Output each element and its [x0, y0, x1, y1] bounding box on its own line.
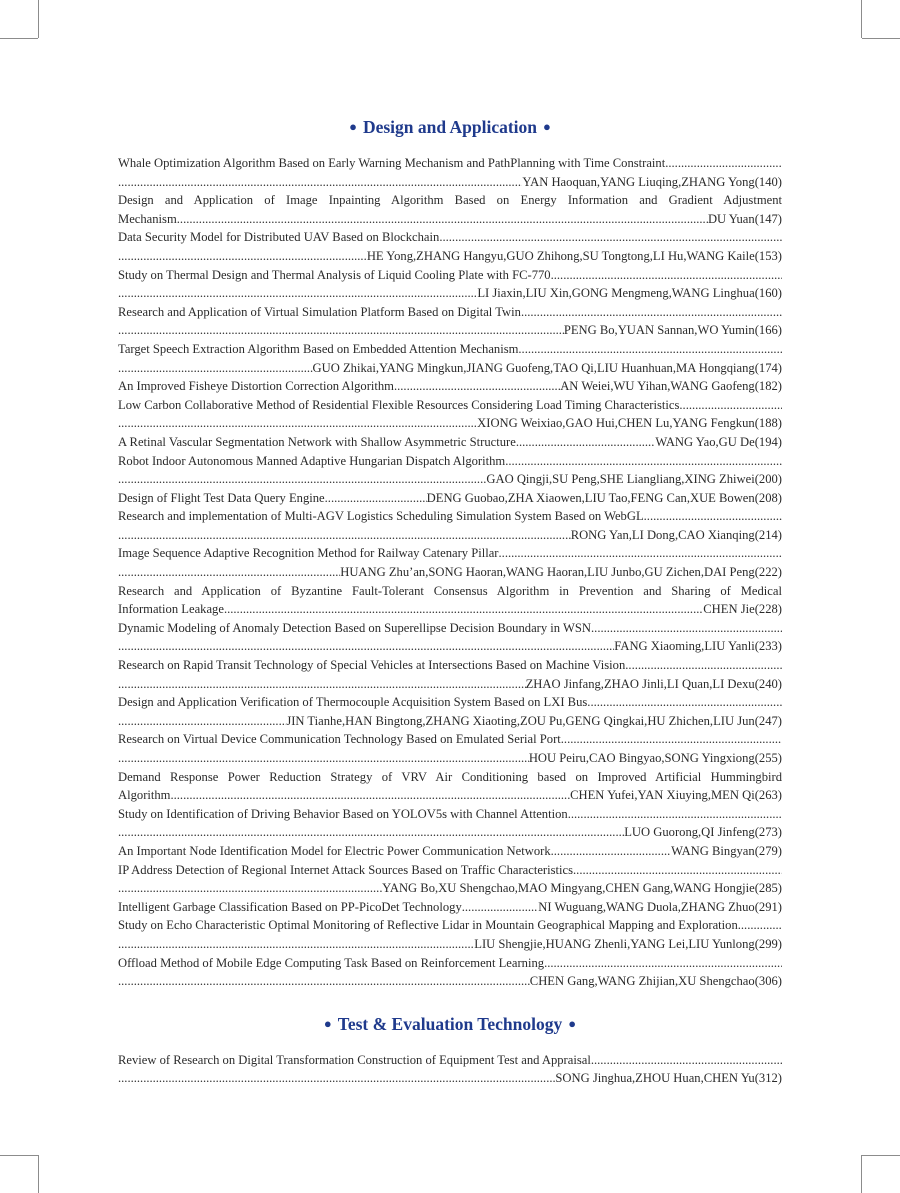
entry-title: Design and Application Verification of Thermocouple Acquisition System Based on LXI Bus — [118, 695, 588, 710]
entry-page: 188 — [758, 416, 778, 431]
leader-dots — [118, 749, 529, 768]
entry-line — [118, 675, 782, 694]
entry-line — [118, 247, 782, 266]
entry-title: Research and implementation of Multi-AGV Logistics Scheduling Simulation System Based on WebGL — [118, 509, 644, 524]
entry-line — [118, 935, 782, 954]
entry-line — [118, 879, 782, 898]
entry-page-close: ) — [777, 416, 782, 431]
entry-page-open: ( — [754, 936, 759, 951]
leader-dots — [118, 173, 522, 192]
entry-authors-wrap — [538, 898, 782, 917]
entry-page-close: ) — [777, 751, 782, 765]
entry-authors-wrap — [614, 637, 782, 656]
entry-page: 279 — [758, 843, 778, 858]
entry-title-line — [118, 1051, 782, 1070]
leader-dots — [118, 712, 286, 731]
entry-page-open: ( — [754, 434, 759, 449]
entry-line — [118, 563, 782, 582]
entry-line — [118, 637, 782, 656]
leader-dots — [521, 303, 782, 322]
entry-title-line — [118, 619, 782, 638]
entry-title: Demand Response Power Reduction Strategy of VRV Air Conditioning based on Improved Artificial Hummingbird — [118, 769, 782, 784]
crop-mark-top-right-h — [862, 38, 900, 39]
entry-title-cont: Information Leakage — [118, 602, 224, 617]
entry-page-close: ) — [777, 211, 782, 226]
entry-title: Dynamic Modeling of Anomaly Detection Based on Superellipse Decision Boundary in WSN — [118, 620, 592, 635]
toc-entry[interactable] — [118, 954, 782, 991]
entry-page-close: ) — [777, 174, 782, 189]
entry-line — [118, 823, 782, 842]
entry-authors: LUO Guorong,QI Jinfeng — [624, 825, 755, 840]
entry-page-open: ( — [754, 899, 759, 914]
toc-entry[interactable] — [118, 191, 782, 228]
entry-page-open: ( — [754, 843, 759, 858]
entry-page-close: ) — [777, 286, 782, 301]
leader-dots — [561, 730, 782, 749]
entry-authors: HUANG Zhu’an,SONG Haoran,WANG Haoran,LIU Junbo,GU Zichen,DAI Peng — [340, 565, 755, 580]
leader-dots — [118, 1069, 555, 1088]
entry-authors-wrap — [382, 879, 782, 898]
leader-dots — [551, 266, 782, 285]
entry-page-open: ( — [754, 825, 759, 840]
entry-page: 174 — [758, 360, 778, 375]
entry-authors-wrap — [486, 470, 782, 489]
entry-authors-wrap — [340, 563, 782, 582]
entry-page-open: ( — [754, 676, 759, 691]
entry-page-open: ( — [754, 174, 759, 189]
entry-page: 273 — [758, 825, 778, 840]
toc-entry[interactable] — [118, 433, 782, 452]
entry-title: Review of Research on Digital Transformation Construction of Equipment Test and Appraisal — [118, 1052, 591, 1067]
entry-authors: DENG Guobao,ZHA Xiaowen,LIU Tao,FENG Can,XUE Bowen — [426, 490, 755, 505]
leader-dots — [170, 786, 570, 805]
toc-entry[interactable] — [118, 396, 782, 433]
entry-page: 263 — [758, 788, 778, 803]
entry-page-close: ) — [777, 788, 782, 803]
entry-title: A Retinal Vascular Segmentation Network with Shallow Asymmetric Structure — [118, 434, 516, 449]
toc-entry[interactable] — [118, 861, 782, 898]
toc-entry[interactable] — [118, 266, 782, 303]
leader-dots — [118, 823, 624, 842]
entry-page: 222 — [758, 565, 778, 580]
leader-dots — [505, 452, 782, 471]
crop-mark-bottom-right-v — [861, 1155, 862, 1193]
entry-page-open: ( — [754, 639, 759, 654]
entry-title-line — [118, 768, 782, 787]
entry-page: 160 — [758, 286, 778, 301]
entry-page-close: ) — [777, 899, 782, 914]
leader-dots — [644, 507, 782, 526]
entry-title: Image Sequence Adaptive Recognition Method for Railway Catenary Pillar — [118, 546, 499, 561]
entry-page-close: ) — [777, 379, 782, 394]
entry-page-close: ) — [777, 472, 782, 487]
leader-dots — [516, 433, 656, 452]
leader-dots — [665, 154, 782, 173]
leader-dots — [573, 861, 782, 880]
entry-page-open: ( — [754, 881, 759, 896]
entry-authors-wrap — [703, 600, 782, 619]
entry-authors-wrap — [477, 414, 782, 433]
entry-title-line — [118, 861, 782, 880]
entry-page-close: ) — [777, 323, 782, 338]
entry-page-close: ) — [777, 490, 782, 505]
leader-dots — [462, 898, 538, 917]
entry-page-open: ( — [754, 472, 759, 487]
leader-dots — [118, 879, 382, 898]
entry-title: Robot Indoor Autonomous Manned Adaptive Hungarian Dispatch Algorithm — [118, 453, 506, 468]
entry-line — [118, 414, 782, 433]
entry-authors: XIONG Weixiao,GAO Hui,CHEN Lu,YANG Fengkun — [477, 416, 755, 431]
entry-authors-wrap — [671, 842, 782, 861]
entry-page-open: ( — [754, 286, 759, 301]
entry-page-close: ) — [777, 936, 782, 951]
entry-title: Design of Flight Test Data Query Engine — [118, 490, 325, 505]
entry-authors-wrap — [624, 823, 782, 842]
entry-authors: WANG Bingyan — [671, 843, 755, 858]
leader-dots — [591, 1051, 782, 1070]
leader-dots — [544, 954, 782, 973]
toc-entry[interactable] — [118, 768, 782, 805]
entry-title-cont: Mechanism — [118, 211, 177, 226]
entry-page: 233 — [758, 639, 778, 654]
leader-dots — [118, 675, 526, 694]
toc-entry[interactable] — [118, 377, 782, 396]
entry-authors-wrap — [555, 1069, 782, 1088]
entry-line — [118, 712, 782, 731]
entry-authors-wrap — [427, 489, 782, 508]
entry-line — [118, 377, 782, 396]
entry-title: IP Address Detection of Regional Internet Attack Sources Based on Traffic Characteristics — [118, 862, 574, 877]
entry-page: 306 — [758, 974, 778, 989]
entry-line — [118, 359, 782, 378]
entry-page: 214 — [758, 527, 778, 542]
bullet-icon: ● — [543, 119, 551, 134]
entry-authors-wrap — [526, 675, 782, 694]
entry-authors-wrap — [477, 284, 782, 303]
leader-dots — [625, 656, 782, 675]
entry-page-close: ) — [777, 825, 782, 840]
entry-line — [118, 972, 782, 991]
entry-page: 228 — [758, 602, 778, 617]
entry-authors-wrap — [313, 359, 782, 378]
leader-dots — [738, 916, 782, 935]
entry-authors: HE Yong,ZHANG Hangyu,GUO Zhihong,SU Tongtong,LI Hu,WANG Kaile — [366, 248, 755, 263]
entry-authors: CHEN Jie — [703, 602, 755, 617]
entry-title: Research on Rapid Transit Technology of Special Vehicles at Intersections Based on Machine Vision — [118, 658, 626, 673]
entry-authors-wrap — [570, 786, 782, 805]
entry-title: Target Speech Extraction Algorithm Based on Embedded Attention Mechanism — [118, 341, 519, 356]
entry-authors-wrap — [522, 173, 782, 192]
section-title-text: Design and Application — [362, 117, 538, 137]
entry-authors: HOU Peiru,CAO Bingyao,SONG Yingxiong — [528, 751, 755, 765]
crop-mark-bottom-left-v — [38, 1155, 39, 1193]
leader-dots — [118, 935, 474, 954]
entry-page-open: ( — [754, 974, 759, 989]
bullet-icon: ● — [323, 1015, 332, 1031]
toc-entry[interactable] — [118, 916, 782, 953]
entry-authors-wrap — [474, 935, 782, 954]
toc-entry[interactable] — [118, 582, 782, 619]
section-gap — [118, 1039, 782, 1051]
entry-line — [118, 600, 782, 619]
entry-page: 247 — [758, 713, 778, 728]
entry-authors-wrap — [529, 749, 782, 768]
entry-title: Study on Thermal Design and Thermal Analysis of Liquid Cooling Plate with FC-770 — [118, 267, 551, 282]
entry-page-open: ( — [754, 211, 759, 226]
entry-title: Research and Application of Byzantine Fault-Tolerant Consensus Algorithm in Prevention and Sharing of Medical — [118, 583, 782, 598]
toc-entry[interactable] — [118, 656, 782, 693]
entry-authors: CHEN Gang,WANG Zhijian,XU Shengchao — [529, 974, 755, 989]
entry-line — [118, 210, 782, 229]
entry-page-open: ( — [754, 360, 759, 375]
leader-dots — [118, 637, 614, 656]
entry-title: Data Security Model for Distributed UAV Based on Blockchain — [118, 230, 440, 245]
leader-dots — [118, 526, 571, 545]
entry-line — [118, 898, 782, 917]
entry-page-close: ) — [777, 881, 782, 896]
entry-authors-wrap — [560, 377, 782, 396]
toc-entry[interactable] — [118, 489, 782, 508]
entry-title: An Important Node Identification Model for Electric Power Communication Network — [118, 843, 551, 858]
toc-entry[interactable] — [118, 842, 782, 861]
entry-page-open: ( — [754, 565, 759, 580]
entry-title: Research and Application of Virtual Simulation Platform Based on Digital Twin — [118, 304, 521, 319]
entry-title: An Improved Fisheye Distortion Correction Algorithm — [118, 379, 394, 394]
leader-dots — [118, 321, 564, 340]
entry-authors: YANG Bo,XU Shengchao,MAO Mingyang,CHEN Gang,WANG Hongjie — [382, 881, 755, 896]
crop-mark-top-left-v — [38, 0, 39, 38]
toc-entry[interactable] — [118, 303, 782, 340]
entry-page-close: ) — [777, 248, 782, 263]
toc-entry[interactable] — [118, 507, 782, 544]
crop-mark-top-right-v — [861, 0, 862, 38]
entry-page: 291 — [758, 899, 778, 914]
entry-page-open: ( — [754, 490, 759, 505]
entry-title-line — [118, 656, 782, 675]
leader-dots — [224, 600, 703, 619]
entry-title: Low Carbon Collaborative Method of Residential Flexible Resources Considering Load Timing Characteristics — [118, 397, 680, 412]
entry-authors: LI Jiaxin,LIU Xin,GONG Mengmeng,WANG Linghua — [477, 286, 755, 301]
entry-authors-wrap — [286, 712, 782, 731]
toc-entry[interactable] — [118, 340, 782, 377]
entry-page-open: ( — [754, 323, 759, 338]
entry-page-close: ) — [777, 974, 782, 989]
entry-page: 285 — [758, 881, 778, 896]
entry-authors-wrap — [367, 247, 782, 266]
entry-page-open: ( — [754, 602, 759, 617]
entry-page-close: ) — [777, 434, 782, 449]
entry-page: 147 — [758, 211, 778, 226]
entry-page-close: ) — [777, 602, 782, 617]
entry-authors: GUO Zhikai,YANG Mingkun,JIANG Guofeng,TAO Qi,LIU Huanhuan,MA Hongqiang — [312, 360, 755, 375]
section-title-text: Test & Evaluation Technology — [337, 1013, 563, 1034]
entry-title-line — [118, 191, 782, 210]
leader-dots — [518, 340, 782, 359]
entry-authors-wrap — [655, 433, 782, 452]
entry-authors: CHEN Yufei,YAN Xiuying,MEN Qi — [570, 788, 755, 803]
entry-title-line — [118, 228, 782, 247]
entry-authors: DU Yuan — [707, 211, 755, 226]
leader-dots — [118, 972, 530, 991]
entry-authors: LIU Shengjie,HUANG Zhenli,YANG Lei,LIU Yunlong — [474, 936, 755, 951]
entry-authors-wrap — [564, 321, 782, 340]
entry-title-line — [118, 154, 782, 173]
entry-line — [118, 470, 782, 489]
toc-entry[interactable] — [118, 154, 782, 191]
leader-dots — [587, 693, 782, 712]
leader-dots — [439, 228, 782, 247]
entry-page-open: ( — [754, 1071, 759, 1086]
section-gap — [118, 991, 782, 1009]
toc-entry[interactable] — [118, 228, 782, 265]
entry-authors: GAO Qingji,SU Peng,SHE Liangliang,XING Zhiwei — [486, 472, 755, 487]
entry-page-close: ) — [777, 639, 782, 654]
crop-mark-bottom-right-h — [862, 1155, 900, 1156]
entry-page: 312 — [758, 1071, 778, 1086]
bullet-icon: ● — [349, 119, 357, 134]
entry-page-close: ) — [777, 565, 782, 580]
entry-page: 255 — [758, 751, 778, 765]
entry-title-line — [118, 582, 782, 601]
entry-line — [118, 321, 782, 340]
entry-page-open: ( — [754, 788, 759, 803]
entry-page-close: ) — [777, 360, 782, 375]
entry-page-open: ( — [754, 416, 759, 431]
entry-page-close: ) — [777, 1071, 782, 1086]
entry-page: 140 — [758, 174, 778, 189]
entry-line — [118, 433, 782, 452]
leader-dots — [551, 842, 671, 861]
entry-page-open: ( — [754, 379, 759, 394]
leader-dots — [394, 377, 560, 396]
entry-page-close: ) — [777, 843, 782, 858]
entry-title: Offload Method of Mobile Edge Computing Task Based on Reinforcement Learning — [118, 955, 545, 970]
entry-authors: NI Wuguang,WANG Duola,ZHANG Zhuo — [538, 899, 755, 914]
entry-page: 153 — [758, 248, 778, 263]
entry-title-line — [118, 544, 782, 563]
toc-entry[interactable] — [118, 898, 782, 917]
entry-title: Study on Identification of Driving Behavior Based on YOLOV5s with Channel Attention — [118, 806, 568, 821]
entry-title: Research on Virtual Device Communication Technology Based on Emulated Serial Port — [118, 732, 561, 747]
toc-entry[interactable] — [118, 452, 782, 489]
entry-line — [118, 173, 782, 192]
entry-authors: JIN Tianhe,HAN Bingtong,ZHANG Xiaoting,ZOU Pu,GENG Qingkai,HU Zhichen,LIU Jun — [286, 713, 755, 728]
entry-page: 182 — [758, 379, 778, 394]
toc-entry[interactable] — [118, 730, 782, 767]
leader-dots — [118, 284, 477, 303]
entry-page-close: ) — [777, 676, 782, 691]
entry-page-open: ( — [754, 713, 759, 728]
entry-page: 240 — [758, 676, 778, 691]
entry-page: 299 — [758, 936, 778, 951]
leader-dots — [118, 563, 340, 582]
toc-entry[interactable] — [118, 805, 782, 842]
leader-dots — [118, 359, 313, 378]
entry-title-line — [118, 954, 782, 973]
leader-dots — [118, 470, 486, 489]
entry-title-line — [118, 916, 782, 935]
entry-authors: WANG Yao,GU De — [655, 434, 755, 449]
entry-title-line — [118, 693, 782, 712]
entry-authors: FANG Xiaoming,LIU Yanli — [614, 639, 755, 654]
crop-mark-bottom-left-h — [0, 1155, 38, 1156]
entry-title-line — [118, 452, 782, 471]
entry-authors: AN Weiei,WU Yihan,WANG Gaofeng — [560, 379, 755, 394]
leader-dots — [177, 210, 708, 229]
table-of-contents — [118, 112, 782, 1088]
leader-dots — [568, 805, 782, 824]
section-title — [118, 112, 782, 142]
entry-title-line — [118, 507, 782, 526]
leader-dots — [499, 544, 782, 563]
entry-page-open: ( — [754, 248, 759, 263]
leader-dots — [118, 414, 477, 433]
entry-page-open: ( — [754, 751, 759, 765]
toc-entry[interactable] — [118, 544, 782, 581]
entry-authors: SONG Jinghua,ZHOU Huan,CHEN Yu — [555, 1071, 755, 1086]
crop-mark-top-left-h — [0, 38, 38, 39]
toc-entry[interactable] — [118, 619, 782, 656]
entry-authors: YAN Haoquan,YANG Liuqing,ZHANG Yong — [522, 174, 755, 189]
entry-page-close: ) — [777, 713, 782, 728]
entry-title-cont: Algorithm — [118, 788, 171, 803]
entry-authors-wrap — [530, 972, 782, 991]
entry-title: Study on Echo Characteristic Optimal Monitoring of Reflective Lidar in Mountain Geographical Mapping and Exploration — [118, 918, 738, 933]
entry-authors: ZHAO Jinfang,ZHAO Jinli,LI Quan,LI Dexu — [525, 676, 755, 691]
entry-page: 200 — [758, 472, 778, 487]
entry-line — [118, 284, 782, 303]
entry-authors: RONG Yan,LI Dong,CAO Xianqing — [570, 527, 755, 542]
leader-dots — [325, 489, 427, 508]
toc-entry[interactable] — [118, 1051, 782, 1088]
entry-page-close: ) — [777, 527, 782, 542]
entry-title-line — [118, 303, 782, 322]
section-gap — [118, 142, 782, 154]
entry-title-line — [118, 805, 782, 824]
entry-page: 166 — [758, 323, 778, 338]
entry-title: Design and Application of Image Inpainting Algorithm Based on Energy Information and Gradient Adjustment — [118, 193, 782, 208]
entry-authors-wrap — [708, 210, 782, 229]
entry-title: Whale Optimization Algorithm Based on Early Warning Mechanism and PathPlanning with Time Constraint — [118, 156, 666, 170]
leader-dots — [679, 396, 782, 415]
entry-line — [118, 489, 782, 508]
section-title — [118, 1009, 782, 1039]
entry-line — [118, 526, 782, 545]
toc-entry[interactable] — [118, 693, 782, 730]
entry-line — [118, 786, 782, 805]
bullet-icon: ● — [568, 1015, 577, 1031]
entry-title: Intelligent Garbage Classification Based on PP-PicoDet Technology — [118, 899, 462, 914]
leader-dots — [118, 247, 367, 266]
entry-title-line — [118, 340, 782, 359]
entry-line — [118, 1069, 782, 1088]
entry-title-line — [118, 730, 782, 749]
entry-page-open: ( — [754, 527, 759, 542]
entry-title-line — [118, 266, 782, 285]
entry-authors-wrap — [571, 526, 782, 545]
entry-line — [118, 749, 782, 768]
entry-title-line — [118, 396, 782, 415]
leader-dots — [591, 619, 782, 638]
entry-authors: PENG Bo,YUAN Sannan,WO Yumin — [563, 323, 755, 338]
entry-line — [118, 842, 782, 861]
entry-page: 194 — [758, 434, 778, 449]
entry-page: 208 — [758, 490, 778, 505]
